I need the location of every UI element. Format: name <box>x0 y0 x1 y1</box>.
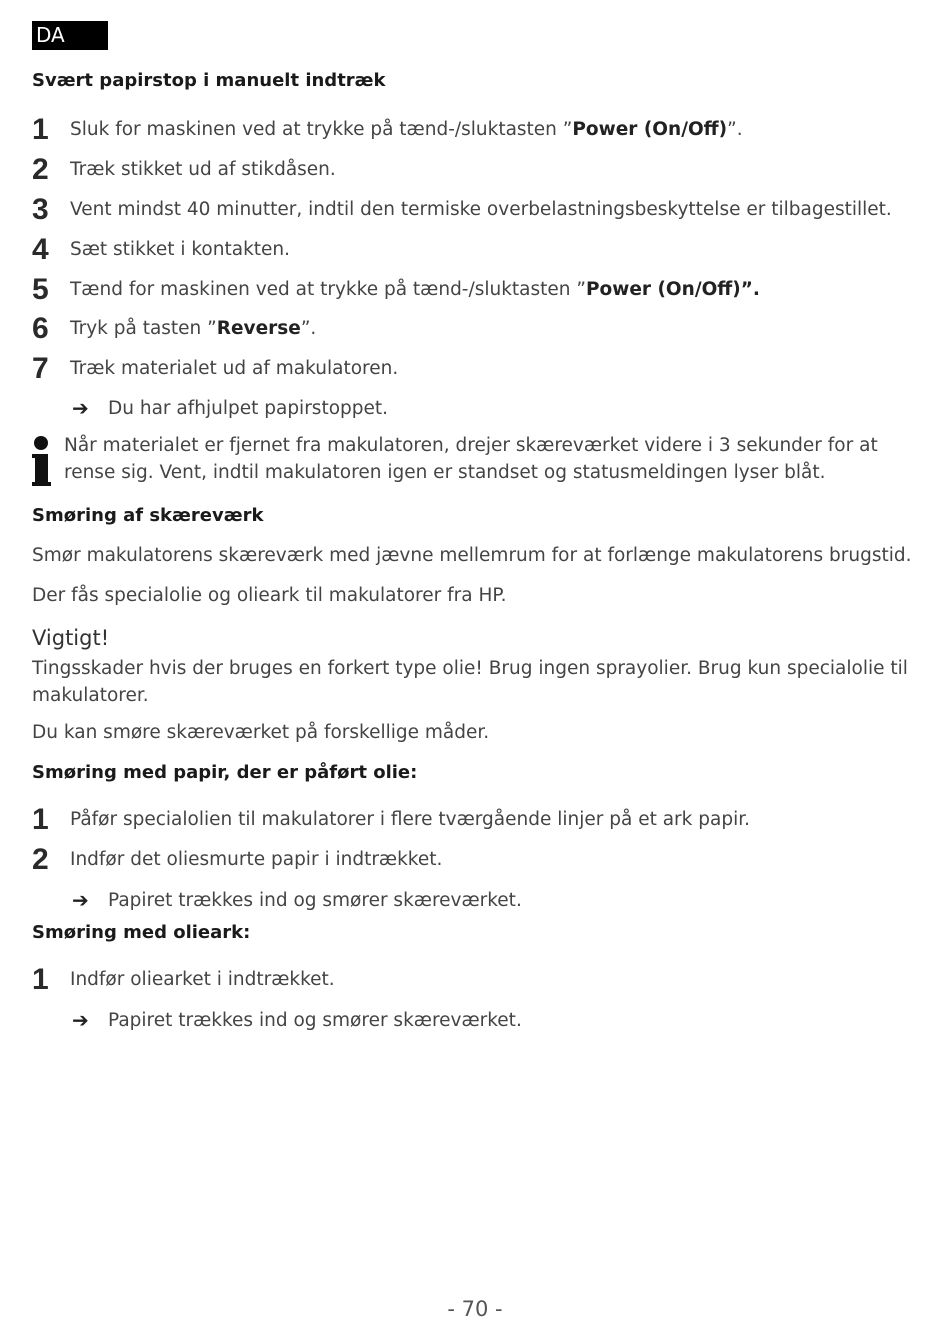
step-number: 2 <box>32 153 49 186</box>
paragraph: Smør makulatorens skæreværk med jævne mellemrum for at forlænge makulatorens brugstid. <box>32 545 912 566</box>
step-number: 5 <box>32 273 49 306</box>
paragraph: Du kan smøre skæreværket på forskellige måder. <box>32 722 490 743</box>
warning-text: Tingsskader hvis der bruges en forkert type olie! Brug ingen sprayolier. Brug kun specialolie til makulatorer. <box>32 658 908 706</box>
step-text: Indfør det oliesmurte papir i indtrækket. <box>70 849 443 870</box>
step-number: 1 <box>32 963 49 996</box>
step-number: 2 <box>32 843 49 876</box>
paragraph: Der fås specialolie og olieark til makulatorer fra HP. <box>32 585 507 606</box>
step-number: 7 <box>32 352 49 385</box>
result-text: Papiret trækkes ind og smører skæreværket. <box>108 890 522 911</box>
step-number: 1 <box>32 803 49 836</box>
warning-title: Vigtigt! <box>32 626 110 650</box>
language-badge: DA <box>32 21 108 50</box>
arrow-right-icon: ➔ <box>72 396 89 420</box>
step-text: Sluk for maskinen ved at trykke på tænd-/sluktasten ”Power (On/Off)”. <box>70 119 743 140</box>
section-heading-lubrication: Smøring af skæreværk <box>32 505 264 526</box>
step-number: 3 <box>32 193 49 226</box>
note-text: Når materialet er fjernet fra makulatoren, drejer skæreværket videre i 3 sekunder for at rense sig. Vent, indtil makulatoren igen er standset og statusmeldingen lyser blåt. <box>64 435 878 483</box>
step-number: 1 <box>32 113 49 146</box>
arrow-right-icon: ➔ <box>72 888 89 912</box>
arrow-right-icon: ➔ <box>72 1008 89 1032</box>
step-text: Vent mindst 40 minutter, indtil den termiske overbelastningsbeskyttelse er tilbagestillet. <box>70 199 892 220</box>
result-text: Papiret trækkes ind og smører skæreværket. <box>108 1010 522 1031</box>
step-text: Tænd for maskinen ved at trykke på tænd-/sluktasten ”Power (On/Off)”. <box>70 279 760 300</box>
info-note <box>32 432 912 488</box>
step-number: 4 <box>32 233 49 266</box>
page-number: - 70 - <box>447 1297 503 1321</box>
step-text: Træk materialet ud af makulatoren. <box>70 358 399 379</box>
step-text: Påfør specialolien til makulatorer i flere tværgående linjer på et ark papir. <box>70 809 751 830</box>
step-text: Indfør oliearket i indtrækket. <box>70 969 335 990</box>
step-number: 6 <box>32 312 49 345</box>
section-heading-oiled-paper: Smøring med papir, der er påført olie: <box>32 762 418 783</box>
step-text: Tryk på tasten ”Reverse”. <box>70 318 317 339</box>
step-text: Træk stikket ud af stikdåsen. <box>70 159 336 180</box>
result-text: Du har afhjulpet papirstoppet. <box>108 398 389 419</box>
section-heading-paper-jam: Svært papirstop i manuelt indtræk <box>32 70 386 91</box>
section-heading-oil-sheet: Smøring med olieark: <box>32 922 251 943</box>
step-text: Sæt stikket i kontakten. <box>70 239 291 260</box>
